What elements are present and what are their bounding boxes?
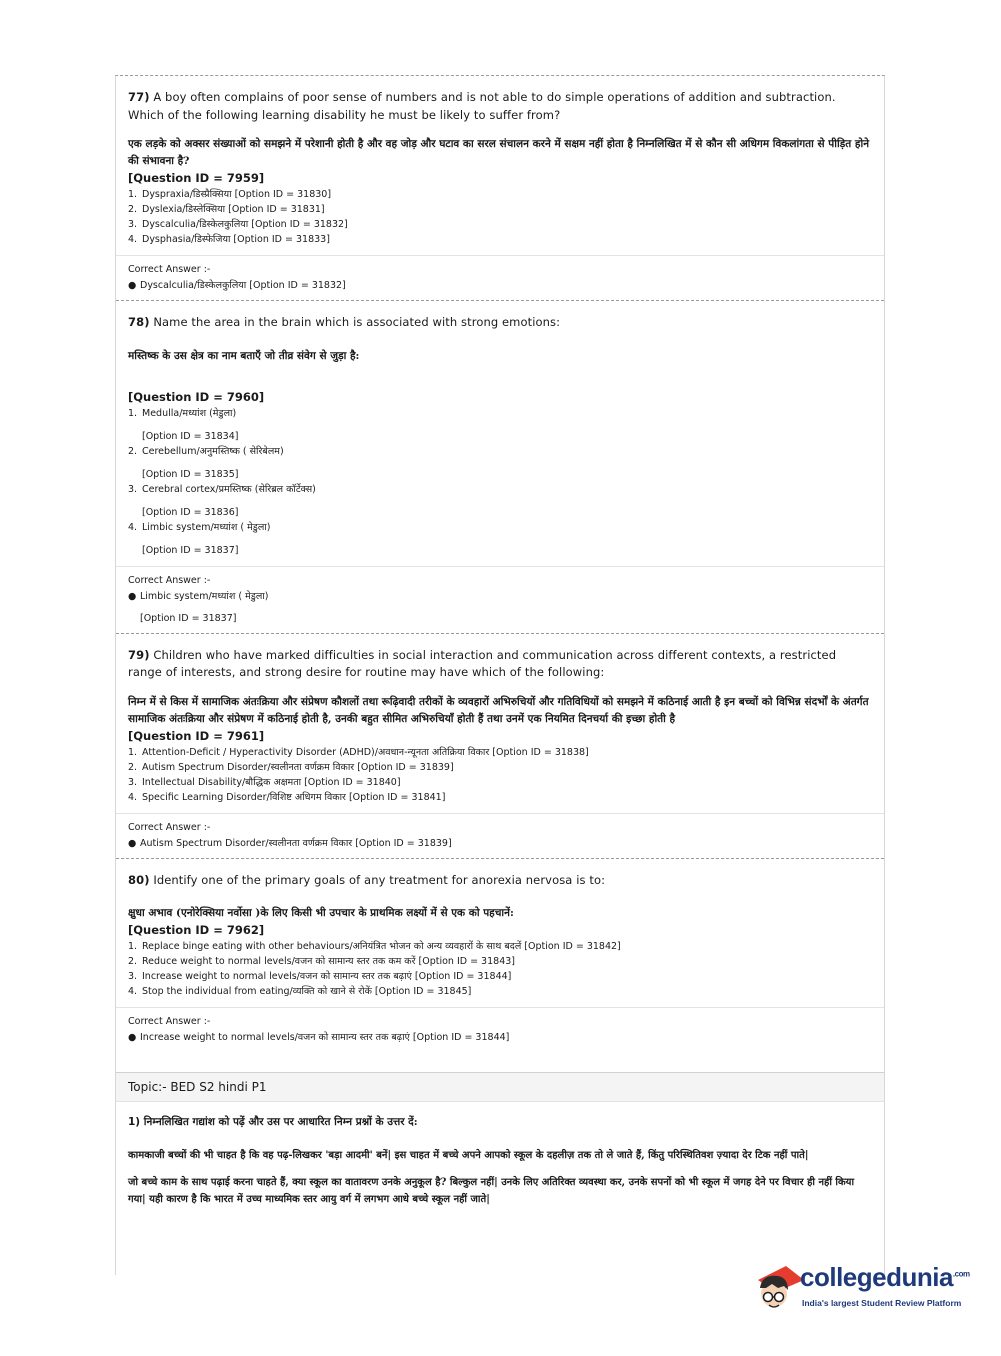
correct-answer-id: [Option ID = 31837] bbox=[140, 612, 237, 624]
question-hindi: क्षुधा अभाव (एनोरेक्सिया नर्वोसा )के लिए किसी भी उपचार के प्राथमिक लक्ष्यों में से एक को पहचानें: bbox=[128, 907, 514, 919]
correct-answer: ● Increase weight to normal levels/वजन को सामान्य स्तर तक बढ़ाएं [Option ID = 31844] bbox=[128, 1032, 510, 1043]
question-hindi: एक लड़के को अक्सर संख्याओं को समझने में परेशानी होती है और वह जोड़ और घटाव का सरल संचालन करने में सक्षम नहीं होता है निम्नलिखित में से कौन सी अधिगम विकलांगता से पीड़ित होने की संभावना है? bbox=[128, 138, 870, 167]
question-text: 79) Children who have marked difficulties in social interaction and communication across different contexts, a restricted range of interests, and strong desire for routine may have which of the following: bbox=[128, 647, 837, 679]
correct-answer-label: Correct Answer :- bbox=[128, 1016, 211, 1027]
option-item: 1. Attention-Deficit / Hyperactivity Disorder (ADHD)/अवधान-न्यूनता अतिक्रिया विकार [Option ID = 31838] bbox=[128, 746, 589, 758]
passage-paragraph: कामकाजी बच्चों की भी चाहत है कि वह पढ़-लिखकर 'बड़ा आदमी' बनें| इस चाहत में बच्चे अपने आपको स्कूल के दहलीज़ तक तो ले जाते हैं, किंतु परिस्थितिवश ज़्यादा देर टिक नहीं पाते| bbox=[128, 1150, 809, 1161]
question-hindi: मस्तिष्क के उस क्षेत्र का नाम बताएँ जो तीव्र संवेग से जुड़ा है: bbox=[128, 349, 360, 362]
option-item: 3. Increase weight to normal levels/वजन को सामान्य स्तर तक बढ़ाएं [Option ID = 31844] bbox=[128, 971, 512, 982]
correct-answer-section bbox=[116, 255, 884, 300]
logo-tagline: India's largest Student Review Platform bbox=[802, 1298, 962, 1308]
option-item: 1. Dyspraxia/डिस्प्रैक्सिया [Option ID = 31830] bbox=[128, 189, 332, 200]
correct-answer-label: Correct Answer :- bbox=[128, 574, 211, 586]
option-id: [Option ID = 31836] bbox=[142, 506, 239, 518]
options-list bbox=[128, 406, 872, 558]
options-list bbox=[128, 745, 872, 805]
question-text: 78) Name the area in the brain which is associated with strong emotions: bbox=[128, 315, 561, 329]
question-77 bbox=[116, 76, 884, 300]
option-item: 3. Intellectual Disability/बौद्धिक अक्षमता [Option ID = 31840] bbox=[128, 776, 401, 788]
option-item: 4. Specific Learning Disorder/विशिष्ट अधिगम विकार [Option ID = 31841] bbox=[128, 791, 446, 803]
option-item: 4. Limbic system/मध्यांश ( मेडुला) bbox=[128, 521, 271, 533]
correct-answer: ● Autism Spectrum Disorder/स्वलीनता वर्णक्रम विकार [Option ID = 31839] bbox=[128, 837, 452, 849]
option-item: 3. Dyscalculia/डिस्केलकुलिया [Option ID = 31832] bbox=[128, 219, 348, 230]
question-id: [Question ID = 7961] bbox=[128, 728, 265, 743]
option-item: 3. Cerebral cortex/प्रमस्तिष्क (सेरिब्रल कॉर्टेक्स) bbox=[128, 483, 316, 495]
option-item: 2. Dyslexia/डिस्लेक्सिया [Option ID = 31831] bbox=[128, 204, 325, 215]
option-id: [Option ID = 31837] bbox=[142, 544, 239, 556]
correct-answer-section bbox=[116, 1007, 884, 1052]
option-id: [Option ID = 31835] bbox=[142, 468, 239, 480]
question-79 bbox=[116, 633, 884, 858]
correct-answer-section bbox=[116, 813, 884, 858]
question-id: [Question ID = 7960] bbox=[128, 389, 265, 404]
collegedunia-logo bbox=[748, 1258, 978, 1320]
correct-answer: ● Dyscalculia/डिस्केलकुलिया [Option ID = 31832] bbox=[128, 280, 346, 291]
question-80 bbox=[116, 858, 884, 1053]
option-item: 1. Replace binge eating with other behaviours/अनियंत्रित भोजन को अन्य व्यवहारों के साथ बदलें [Option ID = 31842] bbox=[128, 941, 621, 952]
question-text: 77) A boy often complains of poor sense of numbers and is not able to do simple operations of addition and subtraction. Which of the following learning disability he must be likely to suffer from? bbox=[128, 90, 836, 122]
document-page bbox=[115, 75, 885, 1275]
question-id: [Question ID = 7959] bbox=[128, 171, 265, 185]
option-item: 2. Cerebellum/अनुमस्तिष्क ( सेरिबेलम) bbox=[128, 445, 284, 457]
correct-answer-label: Correct Answer :- bbox=[128, 264, 211, 275]
passage-paragraph: जो बच्चे काम के साथ पढ़ाई करना चाहते हैं, क्या स्कूल का वातावरण उनके अनुकूल है? बिल्कुल नहीं| उनके लिए अतिरिक्त व्यवस्था कर, उनके सपनों को भी स्कूल में जगह देने पर विचार ही नहीं किया गया| यही कारण है कि भारत में उच्च माध्यमिक स्तर आयु वर्ग में लगभग आधे बच्चे स्कूल नहीं जाते| bbox=[128, 1177, 855, 1205]
options-list bbox=[128, 939, 872, 999]
question-text: 80) Identify one of the primary goals of any treatment for anorexia nervosa is to: bbox=[128, 872, 606, 887]
mascot-icon bbox=[748, 1258, 804, 1320]
option-item: 4. Dysphasia/डिस्फेजिया [Option ID = 31833] bbox=[128, 234, 330, 245]
question-hindi: निम्न में से किस में सामाजिक अंतःक्रिया और संप्रेषण कौशलों तथा रूढ़िवादी तरीकों के व्यवहारों अभिरुचियों और गतिविधियों को समझने में कठिनाई आती है इन बच्चों को विभिन्न संदर्भों के अंतर्गत सामाजिक अंतःक्रिया और संप्रेषण में कठिनाई होती है, उनकी बहुत सीमित अभिरुचियाँ होती हैं तथा उनमें एक नियमित दिनचर्या की इच्छा होती है bbox=[128, 695, 869, 725]
option-id: [Option ID = 31834] bbox=[142, 430, 239, 442]
option-item: 2. Reduce weight to normal levels/वजन को सामान्य स्तर तक कम करें [Option ID = 31843] bbox=[128, 956, 515, 967]
correct-answer-label: Correct Answer :- bbox=[128, 821, 211, 833]
question-78 bbox=[116, 300, 884, 633]
correct-answer-section bbox=[116, 566, 884, 633]
question-id: [Question ID = 7962] bbox=[128, 923, 265, 937]
logo-wordmark: collegedunia$^{.com}$ bbox=[800, 1262, 970, 1292]
option-item: 2. Autism Spectrum Disorder/स्वलीनता वर्णक्रम विकार [Option ID = 31839] bbox=[128, 761, 454, 773]
question-1 bbox=[116, 1102, 884, 1208]
option-item: 1. Medulla/मध्यांश (मेडुला) bbox=[128, 407, 237, 419]
correct-answer: ● Limbic system/मध्यांश ( मेडुला) bbox=[128, 590, 269, 602]
topic-header: Topic:- BED S2 hindi P1 bbox=[116, 1072, 884, 1102]
question-text: 1) निम्नलिखित गद्यांश को पढ़ें और उस पर आधारित निम्न प्रश्नों के उत्तर दें: bbox=[128, 1116, 418, 1128]
options-list bbox=[128, 187, 872, 247]
option-item: 4. Stop the individual from eating/व्यक्ति को खाने से रोकें [Option ID = 31845] bbox=[128, 986, 472, 997]
